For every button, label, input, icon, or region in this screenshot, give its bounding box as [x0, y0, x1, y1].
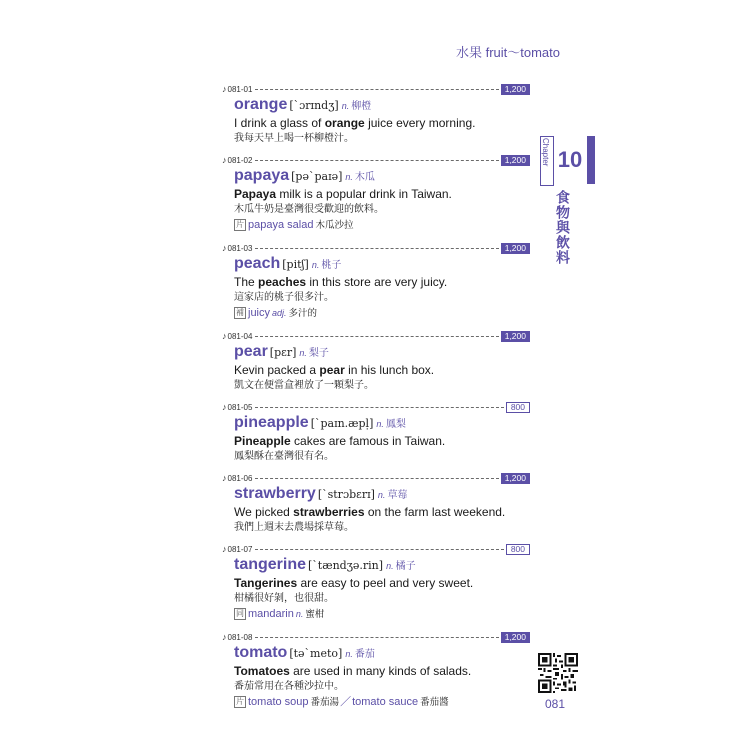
phonetic: [ˋtændʒə.rin] — [308, 559, 384, 572]
music-note-icon: ♪ — [222, 402, 227, 412]
audio-track[interactable]: ♪081-03 — [222, 243, 253, 253]
level-badge: 800 — [506, 544, 530, 555]
headword: papaya — [234, 167, 290, 184]
divider — [255, 407, 503, 408]
part-of-speech: n. — [345, 172, 353, 182]
headword: pineapple — [234, 414, 309, 431]
divider — [255, 89, 498, 90]
vocab-entry-tangerine — [222, 543, 530, 623]
divider — [255, 248, 498, 249]
level-badge: 800 — [506, 402, 530, 413]
chapter-tab — [540, 136, 595, 184]
music-note-icon: ♪ — [222, 331, 227, 341]
music-note-icon: ♪ — [222, 84, 227, 94]
related-word: 補 juicy adj. 多汁的 — [236, 307, 318, 319]
divider — [255, 336, 498, 337]
music-note-icon: ♪ — [222, 155, 227, 165]
meaning: 木瓜 — [354, 172, 375, 183]
music-note-icon: ♪ — [222, 632, 227, 642]
related-phrase: 片 tomato soup 番茄湯／tomato sauce 番茄醬 — [236, 696, 449, 708]
divider — [255, 160, 498, 161]
vocab-entry-peach — [222, 242, 530, 322]
music-note-icon: ♪ — [222, 243, 227, 253]
phonetic: [ˋpaɪn.æpḷ] — [310, 417, 374, 430]
level-badge: 1,200 — [501, 473, 530, 484]
phonetic: [pitʃ] — [282, 258, 309, 271]
level-badge: 1,200 — [501, 155, 530, 166]
level-badge: 1,200 — [501, 84, 530, 95]
example-sentence: Pineapple cakes are famous in Taiwan. — [234, 434, 446, 448]
phonetic: [ˋɔrɪndʒ] — [289, 99, 339, 112]
part-of-speech: n. — [311, 260, 320, 270]
example-sentence: Tangerines are easy to peel and very sweet. — [234, 576, 474, 590]
example-sentence: The peaches in this store are very juicy. — [234, 275, 448, 289]
vocab-entry-papaya — [222, 154, 530, 234]
music-note-icon: ♪ — [222, 473, 227, 483]
supplement-tag: 補 — [236, 308, 244, 317]
example-sentence: Tomatoes are used in many kinds of salads. — [234, 664, 472, 678]
part-of-speech: n. — [386, 561, 394, 571]
chapter-number: 10 — [557, 147, 583, 172]
vocab-entry-orange — [222, 83, 530, 146]
vocab-entry-strawberry — [222, 472, 530, 535]
related-phrase: 片 papaya salad 木瓜沙拉 — [236, 219, 354, 231]
divider — [255, 478, 498, 479]
headword: orange — [234, 96, 288, 113]
synonym: 同 mandarin n. 蜜柑 — [236, 608, 325, 620]
level-badge: 1,200 — [501, 331, 530, 342]
level-badge: 1,200 — [501, 632, 530, 643]
meaning: 桃子 — [321, 260, 342, 271]
part-of-speech: n. — [377, 490, 386, 500]
level-badge: 1,200 — [501, 243, 530, 254]
example-translation: 我每天早上喝一杯柳橙汁。 — [234, 133, 354, 144]
example-sentence: I drink a glass of orange juice every morning. — [234, 116, 476, 130]
page-number: 081 — [545, 697, 566, 711]
phonetic: [pɛr] — [269, 346, 297, 359]
part-of-speech: n. — [299, 348, 307, 358]
example-translation: 凱文在便當盒裡放了一顆梨子。 — [234, 380, 374, 391]
part-of-speech: n. — [345, 649, 353, 659]
example-translation: 這家店的桃子很多汁。 — [234, 292, 334, 303]
vocabulary-list — [222, 83, 530, 719]
meaning: 柳橙 — [351, 101, 372, 112]
audio-track[interactable]: ♪081-01 — [222, 84, 253, 94]
phonetic: [pəˋpaɪə] — [291, 170, 343, 183]
example-translation: 木瓜牛奶是臺灣很受歡迎的飲料。 — [234, 204, 384, 215]
meaning: 梨子 — [308, 348, 329, 359]
headword: peach — [234, 255, 281, 272]
phrase-tag: 片 — [236, 220, 244, 229]
audio-track[interactable]: ♪081-06 — [222, 473, 253, 483]
example-translation: 柑橘很好剝，也很甜。 — [234, 593, 334, 604]
meaning: 鳳梨 — [385, 419, 406, 430]
divider — [255, 549, 503, 550]
audio-track[interactable]: ♪081-04 — [222, 331, 253, 341]
chapter-title: 食物與飲料 — [555, 190, 571, 265]
headword: strawberry — [234, 485, 316, 502]
qr-code-icon[interactable] — [538, 653, 578, 693]
example-sentence: We picked strawberries on the farm last weekend. — [234, 505, 506, 519]
phonetic: [təˋmeto] — [289, 647, 343, 660]
audio-track[interactable]: ♪081-02 — [222, 155, 253, 165]
headword: pear — [234, 343, 268, 360]
headword: tangerine — [234, 556, 307, 573]
meaning: 番茄 — [354, 649, 375, 660]
phrase-tag: 片 — [236, 697, 244, 706]
part-of-speech: n. — [376, 419, 384, 429]
headword: tomato — [234, 644, 288, 661]
example-sentence: Kevin packed a pear in his lunch box. — [234, 363, 435, 377]
example-translation: 鳳梨酥在臺灣很有名。 — [234, 451, 334, 462]
music-note-icon: ♪ — [222, 544, 227, 554]
phonetic: [ˋstrɔbɛrɪ] — [317, 488, 375, 501]
vocab-entry-pear — [222, 330, 530, 393]
divider — [255, 637, 498, 638]
part-of-speech: n. — [341, 101, 350, 111]
example-translation: 番茄常用在各種沙拉中。 — [234, 681, 344, 692]
synonym-tag: 同 — [236, 609, 244, 618]
audio-track[interactable]: ♪081-07 — [222, 544, 253, 554]
running-header: 水果 fruit～tomato — [455, 45, 560, 60]
example-translation: 我們上週末去農場採草莓。 — [234, 522, 354, 533]
vocab-entry-pineapple — [222, 401, 530, 464]
example-sentence: Papaya milk is a popular drink in Taiwan. — [234, 187, 452, 201]
chapter-accent-bar — [587, 136, 595, 184]
audio-track[interactable]: ♪081-08 — [222, 632, 253, 642]
audio-track[interactable]: ♪081-05 — [222, 402, 253, 412]
meaning: 橘子 — [395, 561, 416, 572]
chapter-label: Chapter — [541, 138, 550, 167]
meaning: 草莓 — [387, 490, 408, 501]
vocab-entry-tomato — [222, 631, 530, 711]
